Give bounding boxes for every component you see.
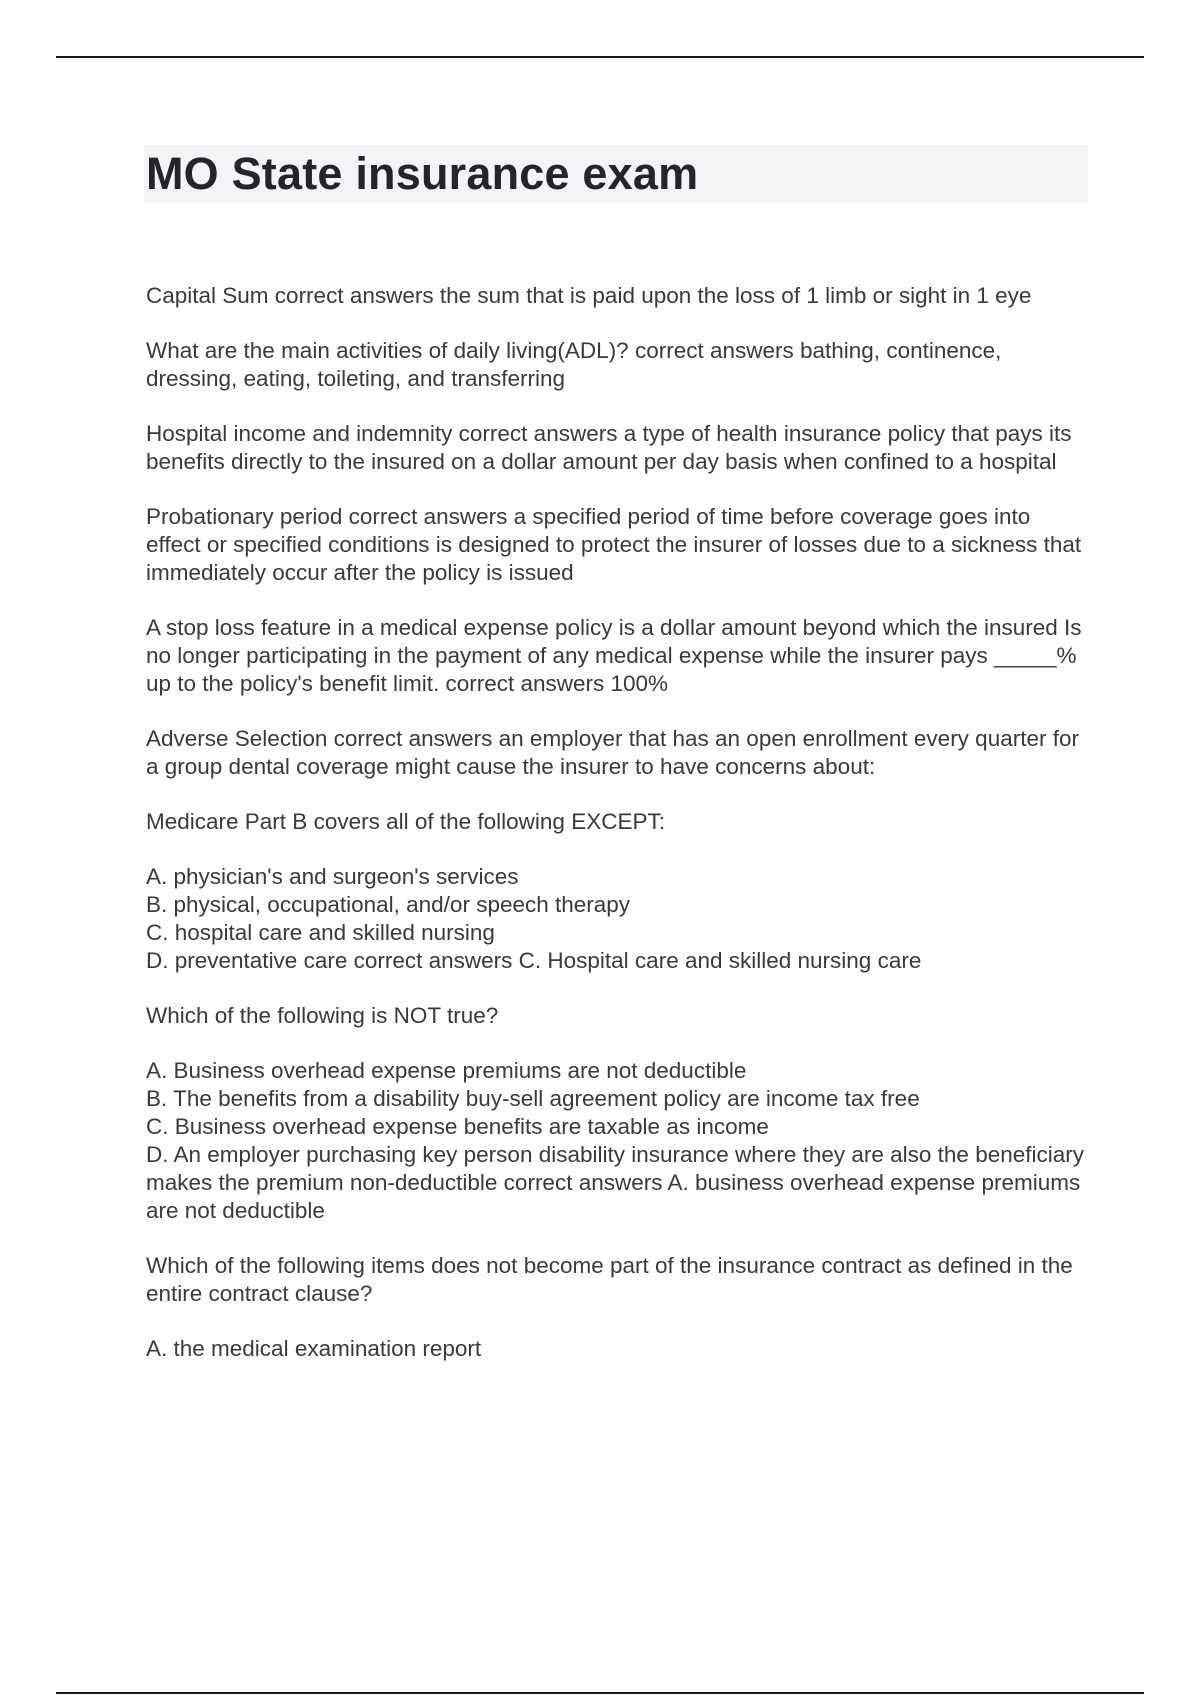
qa-entry-adverse-selection: Adverse Selection correct answers an employer that has an open enrollment every quarter for a group dental coverage might cause the insurer to have concerns about: xyxy=(146,726,1079,779)
qa-options-medicare-part-b: A. physician's and surgeon's services B. physical, occupational, and/or speech therapy C. hospital care and skilled nursing D. preventative care correct answers C. Hospital care and skilled nursing care xyxy=(146,864,922,973)
qa-question-medicare-part-b: Medicare Part B covers all of the following EXCEPT: xyxy=(146,809,665,834)
qa-question-entire-contract: Which of the following items does not become part of the insurance contract as defined in the entire contract clause? xyxy=(146,1253,1073,1306)
qa-question-not-true: Which of the following is NOT true? xyxy=(146,1003,499,1028)
qa-entry-probationary-period: Probationary period correct answers a specified period of time before coverage goes into effect or specified conditions is designed to protect the insurer of losses due to a sickness that immediately occur after the policy is issued xyxy=(146,504,1082,585)
qa-option-medical-exam-report: A. the medical examination report xyxy=(146,1336,482,1361)
top-rule xyxy=(56,56,1144,58)
page-title: MO State insurance exam xyxy=(146,148,699,199)
bottom-rule xyxy=(56,1692,1144,1694)
qa-options-not-true: A. Business overhead expense premiums are not deductible B. The benefits from a disability buy-sell agreement policy are income tax free C. Business overhead expense benefits are taxable as income D. An employer purchasing key person disability insurance where they are also the beneficiary makes the premium non-deductible correct answers A. business overhead expense premiums are not deductible xyxy=(146,1058,1085,1223)
qa-entry-capital-sum: Capital Sum correct answers the sum that is paid upon the loss of 1 limb or sight in 1 eye xyxy=(146,283,1032,308)
document-body xyxy=(146,282,1086,1390)
qa-entry-adl: What are the main activities of daily living(ADL)? correct answers bathing, continence, dressing, eating, toileting, and transferring xyxy=(146,338,1002,391)
qa-entry-stop-loss: A stop loss feature in a medical expense policy is a dollar amount beyond which the insured Is no longer participating in the payment of any medical expense while the insurer pays _____% up to the policy's benefit limit. correct answers 100% xyxy=(146,615,1082,696)
qa-entry-hospital-income: Hospital income and indemnity correct answers a type of health insurance policy that pays its benefits directly to the insured on a dollar amount per day basis when confined to a hospital xyxy=(146,421,1072,474)
